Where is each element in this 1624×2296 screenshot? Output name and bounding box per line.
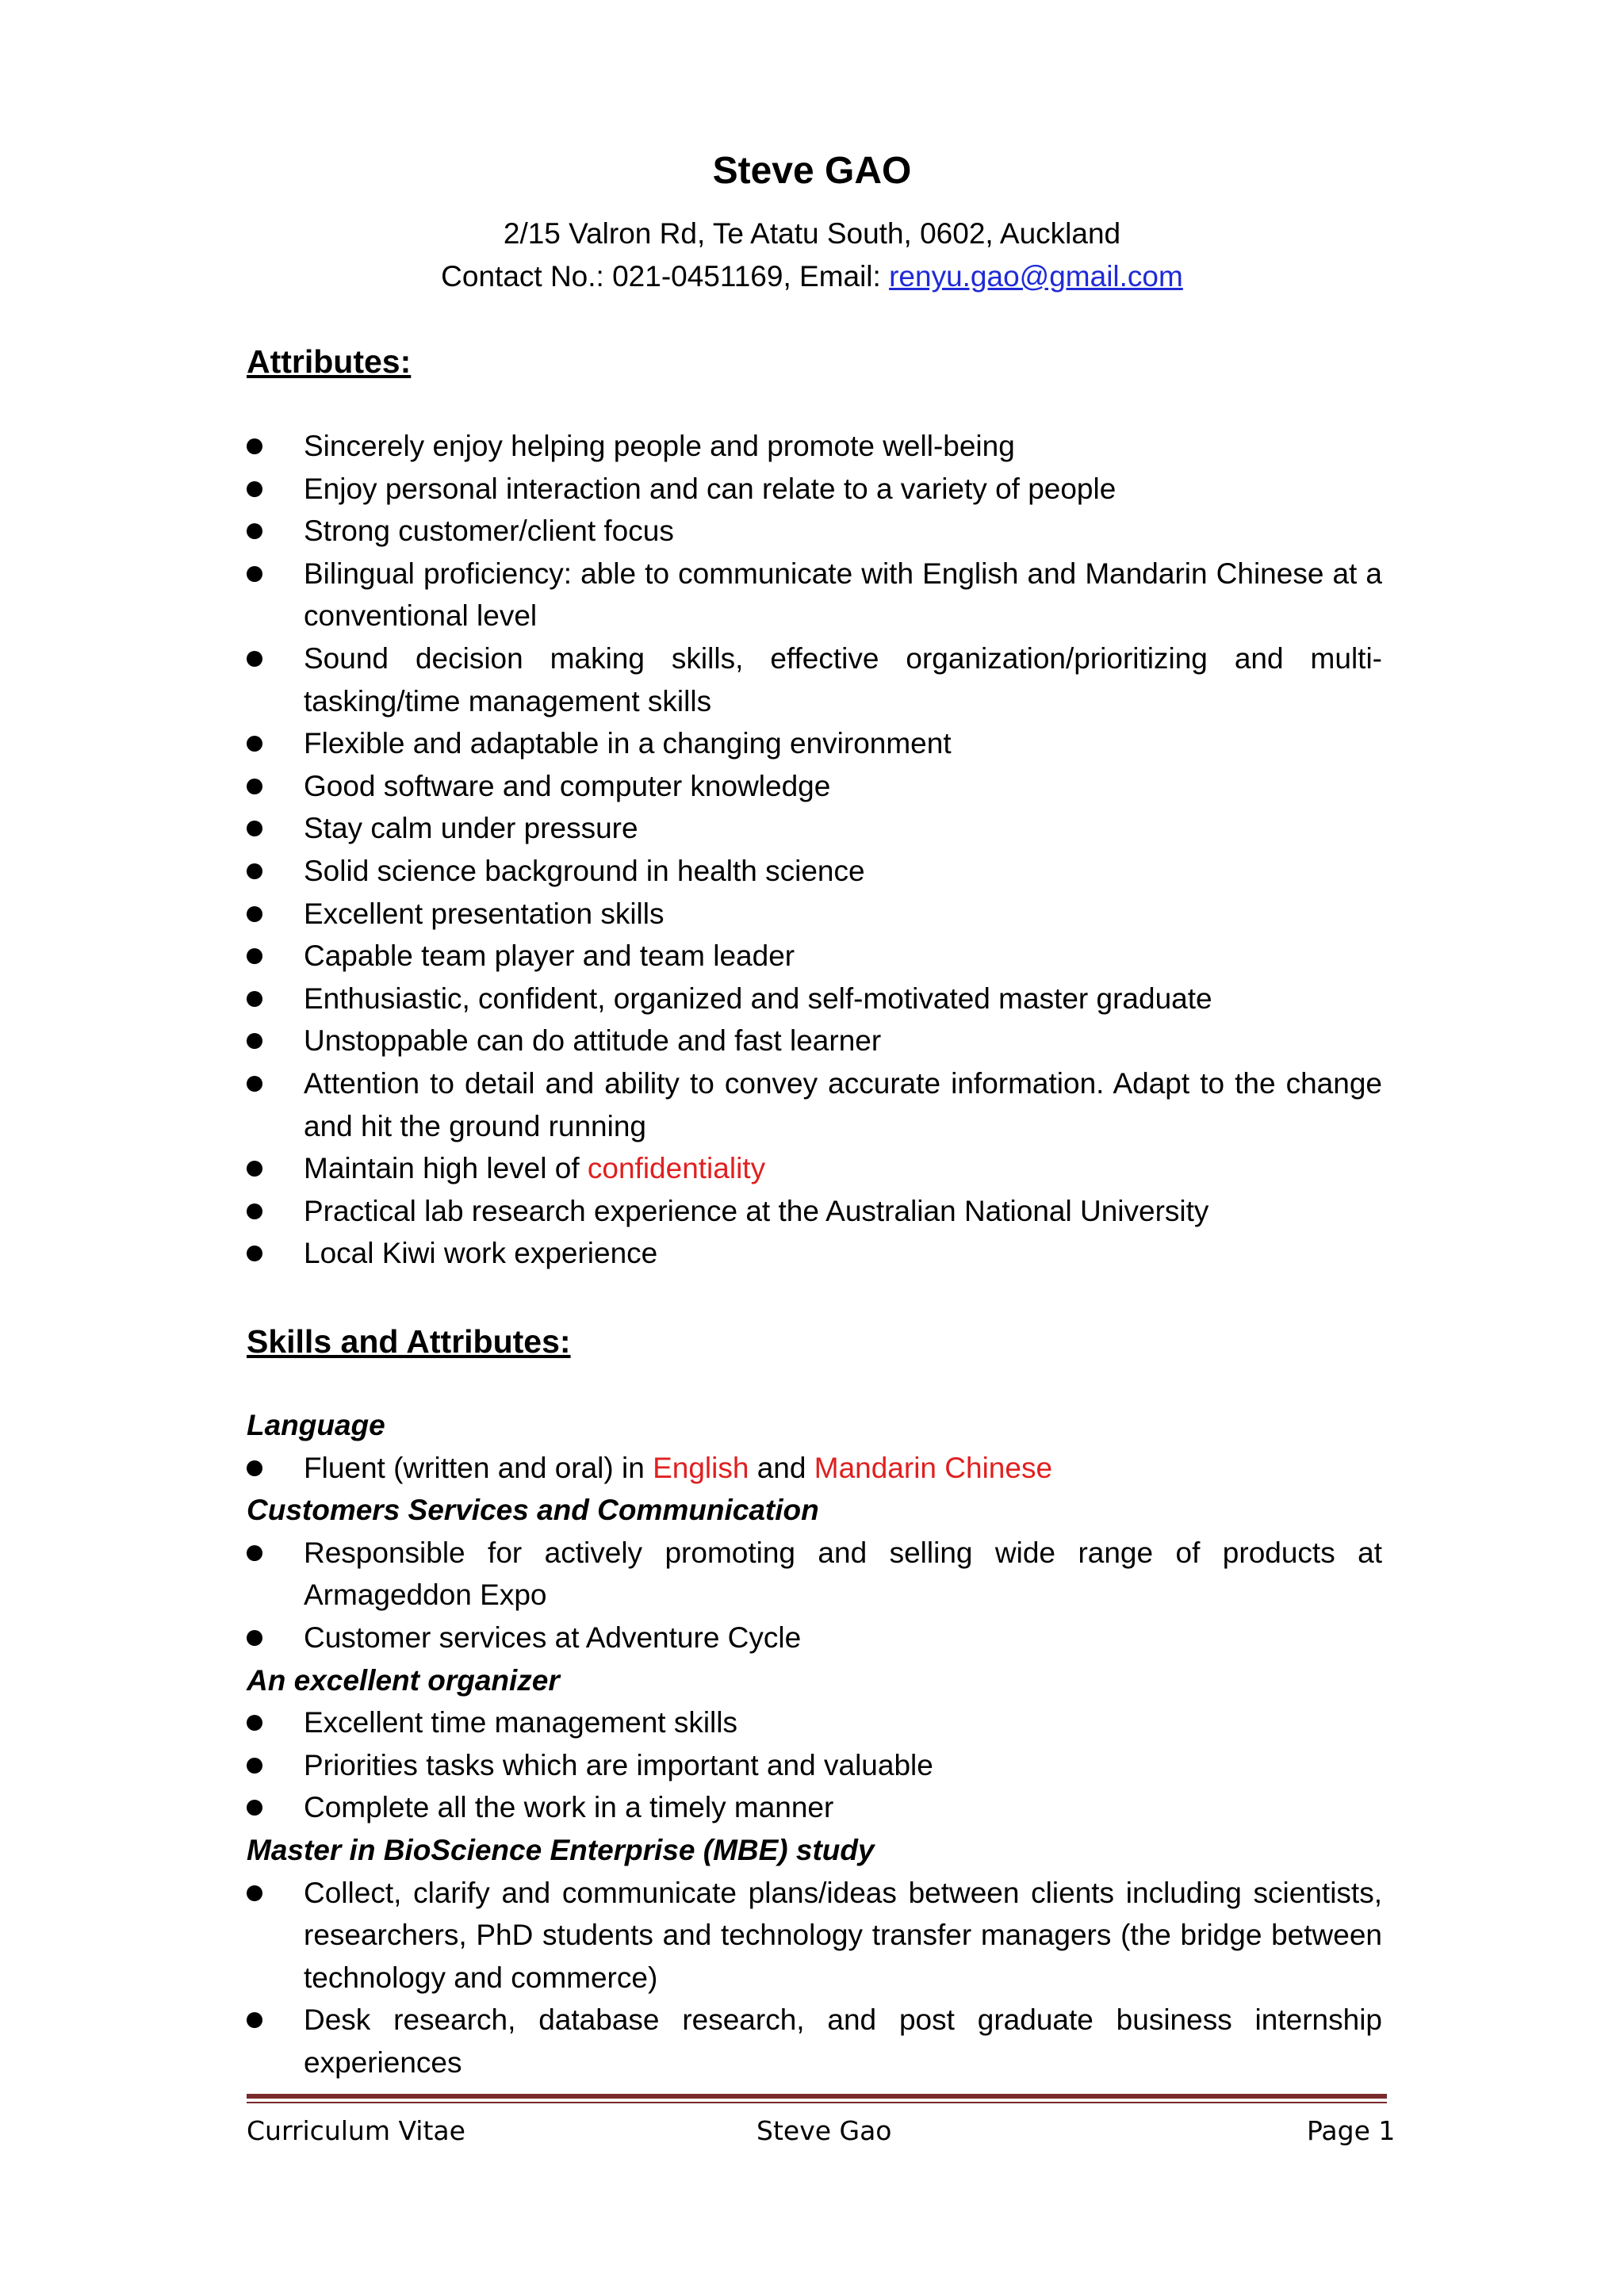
list-item: Attention to detail and ability to convey accurate information. Adapt to the change and hit the ground running (247, 1062, 1382, 1147)
list-item: Strong customer/client focus (247, 510, 1382, 553)
highlighted-language: English (653, 1451, 749, 1484)
list-item: Sound decision making skills, effective organization/prioritizing and multi-tasking/time management skills (247, 637, 1382, 722)
list-item-confidentiality: Maintain high level of confidentiality (247, 1147, 1382, 1190)
bullet-icon (247, 438, 262, 454)
bullet-icon (247, 1630, 262, 1646)
bullet-icon (247, 566, 262, 582)
list-item-language: Fluent (written and oral) in English and Mandarin Chinese (247, 1447, 1382, 1490)
list-item: Enthusiastic, confident, organized and self-motivated master graduate (247, 978, 1382, 1020)
list-item: Excellent time management skills (247, 1701, 1382, 1744)
list-item: Priorities tasks which are important and valuable (247, 1744, 1382, 1787)
bullet-icon (247, 736, 262, 752)
bullet-icon (247, 1545, 262, 1561)
subheading-mbe: Master in BioScience Enterprise (MBE) study (247, 1833, 875, 1866)
footer-page-number: Page 1 (1307, 2115, 1396, 2146)
subheading-organizer: An excellent organizer (247, 1663, 560, 1697)
bullet-icon (247, 523, 262, 539)
bullet-icon (247, 1885, 262, 1901)
candidate-name: Steve GAO (712, 150, 912, 192)
address-line: 2/15 Valron Rd, Te Atatu South, 0602, Auckland (503, 217, 1121, 250)
skills-section (247, 1404, 1382, 2084)
bullet-icon (247, 1203, 262, 1219)
highlighted-word: confidentiality (587, 1152, 766, 1185)
bullet-icon (247, 2012, 262, 2028)
bullet-icon (247, 991, 262, 1007)
list-item: Complete all the work in a timely manner (247, 1786, 1382, 1829)
bullet-icon (247, 1246, 262, 1261)
bullet-icon (247, 651, 262, 667)
bullet-icon (247, 1161, 262, 1177)
email-link[interactable]: renyu.gao@gmail.com (889, 260, 1183, 293)
contact-label: Contact No.: 021-0451169, Email: (441, 260, 890, 293)
bullet-icon (247, 1460, 262, 1476)
attributes-heading: Attributes: (247, 343, 412, 380)
bullet-icon (247, 1800, 262, 1816)
bullet-icon (247, 1758, 262, 1774)
list-item: Capable team player and team leader (247, 935, 1382, 978)
subheading-language: Language (247, 1409, 385, 1441)
list-item: Excellent presentation skills (247, 893, 1382, 936)
list-item: Local Kiwi work experience (247, 1232, 1382, 1275)
footer-document-title: Curriculum Vitae (247, 2115, 465, 2146)
list-item: Sincerely enjoy helping people and promote well-being (247, 425, 1382, 468)
bullet-icon (247, 948, 262, 964)
subheading-customer-services: Customers Services and Communication (247, 1494, 819, 1527)
list-item: Flexible and adaptable in a changing environment (247, 722, 1382, 765)
list-item: Good software and computer knowledge (247, 765, 1382, 808)
bullet-icon (247, 1715, 262, 1731)
bullet-icon (247, 906, 262, 922)
skills-heading: Skills and Attributes: (247, 1323, 571, 1360)
list-item: Enjoy personal interaction and can relate to a variety of people (247, 468, 1382, 511)
bullet-icon (247, 1033, 262, 1049)
bullet-icon (247, 779, 262, 794)
bullet-icon (247, 481, 262, 497)
list-item: Stay calm under pressure (247, 807, 1382, 850)
list-item: Bilingual proficiency: able to communicate with English and Mandarin Chinese at a conventional level (247, 553, 1382, 637)
footer-author: Steve Gao (756, 2115, 892, 2146)
contact-line (0, 257, 1624, 297)
list-item: Desk research, database research, and post graduate business internship experiences (247, 1999, 1382, 2084)
list-item: Collect, clarify and communicate plans/ideas between clients including scientists, researchers, PhD students and technology transfer managers (the bridge between technology and commerce) (247, 1872, 1382, 1999)
list-item: Responsible for actively promoting and selling wide range of products at Armageddon Expo (247, 1532, 1382, 1617)
attributes-list (247, 425, 1382, 1275)
list-item: Customer services at Adventure Cycle (247, 1617, 1382, 1659)
bullet-icon (247, 821, 262, 836)
highlighted-language: Mandarin Chinese (814, 1451, 1053, 1484)
list-item: Unstoppable can do attitude and fast learner (247, 1020, 1382, 1062)
list-item: Practical lab research experience at the Australian National University (247, 1190, 1382, 1233)
footer-divider-thin (247, 2102, 1387, 2103)
footer-divider (247, 2094, 1387, 2099)
list-item: Solid science background in health science (247, 850, 1382, 893)
bullet-icon (247, 863, 262, 879)
bullet-icon (247, 1076, 262, 1092)
